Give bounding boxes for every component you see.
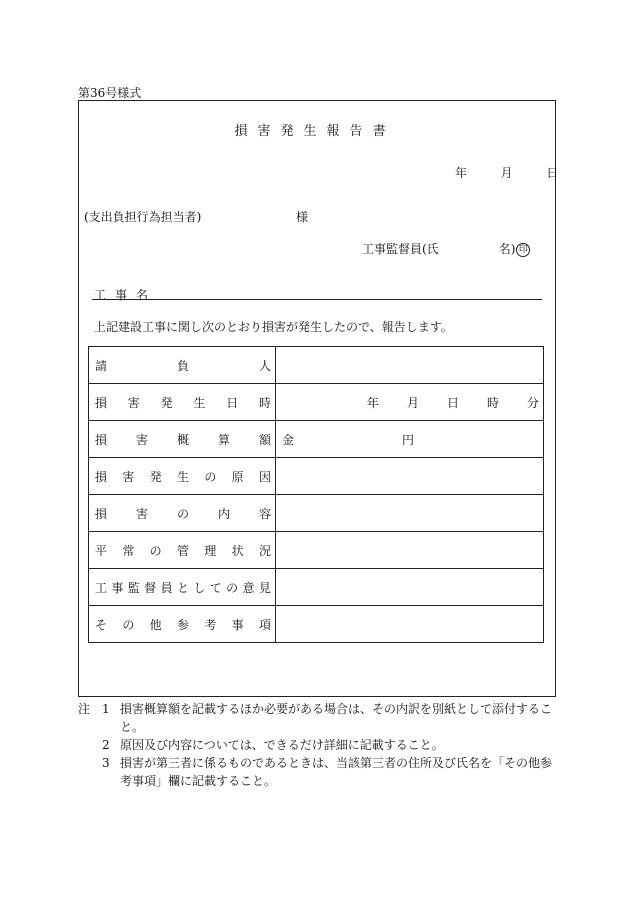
note-continuation: 考事項」欄に記載すること。 <box>120 774 277 788</box>
row-label-char: の <box>122 617 135 632</box>
table-row <box>89 347 544 384</box>
intro-text: 上記建設工事に関し次のとおり損害が発生したので、報告します。 <box>94 320 453 334</box>
seal-icon: 印 <box>516 243 530 257</box>
row-label-char: 日 <box>226 395 239 410</box>
notes-heading: 注 <box>78 702 91 716</box>
project-name-field[interactable] <box>92 299 542 300</box>
row-label-char: 発 <box>149 469 162 484</box>
row-label-char: の <box>204 469 217 484</box>
report-table <box>88 346 544 643</box>
row-label <box>89 495 276 532</box>
table-row <box>89 384 544 421</box>
note-number: 1 <box>102 702 110 716</box>
row-value-field[interactable] <box>276 532 544 569</box>
table-row <box>89 458 544 495</box>
notes <box>78 700 558 790</box>
row-label-char: 理 <box>204 543 217 558</box>
note-number: 2 <box>102 738 110 752</box>
date-unit-label: 月 <box>406 395 419 410</box>
row-label-char: 監 <box>127 580 140 595</box>
row-value-field[interactable] <box>276 347 544 384</box>
row-label-char: 他 <box>149 617 162 632</box>
table-row <box>89 532 544 569</box>
row-label-char: 損 <box>95 469 108 484</box>
currency-prefix: 金 <box>282 432 295 447</box>
row-label <box>89 606 276 643</box>
table-row <box>89 421 544 458</box>
row-label-char: 状 <box>231 543 244 558</box>
row-label-char: 損 <box>95 506 108 521</box>
note-text: 損害が第三者に係るものであるときは、当該第三者の住所及び氏名を「その他参 <box>120 756 553 770</box>
row-label-char: の <box>149 543 162 558</box>
row-label-char: 害 <box>127 395 140 410</box>
table-row <box>89 569 544 606</box>
row-value-field[interactable] <box>276 569 544 606</box>
row-label-char: 工 <box>95 580 108 595</box>
row-label-char: 害 <box>135 432 148 447</box>
row-label-char: 況 <box>258 543 271 558</box>
date-unit-label: 日 <box>446 395 459 410</box>
note-text: 損害概算額を記載するほか必要がある場合は、その内訳を別紙として添付するこ <box>120 702 553 716</box>
date-unit-label: 年 <box>366 395 379 410</box>
row-label-char: 督 <box>144 580 157 595</box>
row-label <box>89 384 276 421</box>
row-label-char: 発 <box>160 395 173 410</box>
table-row <box>89 606 544 643</box>
row-label-char: 内 <box>217 506 230 521</box>
honorific: 様 <box>296 210 309 224</box>
row-label-char: て <box>209 580 222 595</box>
row-label-char: 常 <box>122 543 135 558</box>
row-label-char: の <box>176 506 189 521</box>
row-label <box>89 458 276 495</box>
row-label-char: 生 <box>193 395 206 410</box>
project-name-label: 工事名 <box>94 288 158 302</box>
row-label-char: 事 <box>111 580 124 595</box>
row-label-char: 平 <box>95 543 108 558</box>
supervisor-name-suffix: 名) <box>498 242 516 256</box>
row-label-char: 項 <box>258 617 271 632</box>
row-label-char: 損 <box>95 395 108 410</box>
page-title: 損害発生報告書 <box>234 124 396 139</box>
supervisor-label: 工事監督員(氏 <box>362 242 439 256</box>
report-date <box>455 164 558 181</box>
note-text: 原因及び内容については、できるだけ詳細に記載すること。 <box>120 738 444 752</box>
row-label-char: 負 <box>176 358 189 373</box>
row-label-char: 意 <box>242 580 255 595</box>
note-item <box>78 754 558 772</box>
table-row <box>89 495 544 532</box>
row-value-field[interactable] <box>276 384 544 421</box>
row-label-char: し <box>193 580 206 595</box>
row-label-char: 原 <box>231 469 244 484</box>
row-value-field[interactable] <box>276 421 544 458</box>
row-label-char: 管 <box>176 543 189 558</box>
row-label-char: 参 <box>176 617 189 632</box>
note-item <box>78 736 558 754</box>
row-label-char: 算 <box>217 432 230 447</box>
row-label-char: 損 <box>95 432 108 447</box>
row-label-char: 事 <box>231 617 244 632</box>
row-label-char: 因 <box>258 469 271 484</box>
row-label-char: そ <box>95 617 108 632</box>
row-label-char: 額 <box>258 432 271 447</box>
date-unit-label: 分 <box>526 395 539 410</box>
form-number: 第36号様式 <box>78 86 142 100</box>
row-label <box>89 421 276 458</box>
addressee: (支出負担行為担当者) <box>84 210 202 224</box>
row-label-char: と <box>176 580 189 595</box>
row-label-char: 害 <box>135 506 148 521</box>
row-value-field[interactable] <box>276 458 544 495</box>
supervisor-signature <box>362 240 530 257</box>
row-label <box>89 532 276 569</box>
row-label-char: の <box>226 580 239 595</box>
row-label-char: 容 <box>258 506 271 521</box>
row-value-field[interactable] <box>276 606 544 643</box>
row-label-char: 員 <box>160 580 173 595</box>
note-number: 3 <box>102 756 110 770</box>
date-year-label: 年 <box>455 166 468 180</box>
row-value-field[interactable] <box>276 495 544 532</box>
date-unit-label: 時 <box>486 395 499 410</box>
row-label-char: 生 <box>176 469 189 484</box>
row-label-char: 害 <box>122 469 135 484</box>
currency-unit: 円 <box>402 432 415 447</box>
date-month-label: 月 <box>500 166 513 180</box>
row-label-char: 人 <box>258 358 271 373</box>
row-label-char: 考 <box>204 617 217 632</box>
row-label <box>89 569 276 606</box>
row-label-char: 見 <box>258 580 271 595</box>
row-label-char: 請 <box>95 358 108 373</box>
date-day-label: 日 <box>546 166 559 180</box>
note-item <box>78 700 558 718</box>
row-label-char: 時 <box>258 395 271 410</box>
row-label <box>89 347 276 384</box>
row-label-char: 概 <box>176 432 189 447</box>
note-continuation: と。 <box>120 720 145 734</box>
